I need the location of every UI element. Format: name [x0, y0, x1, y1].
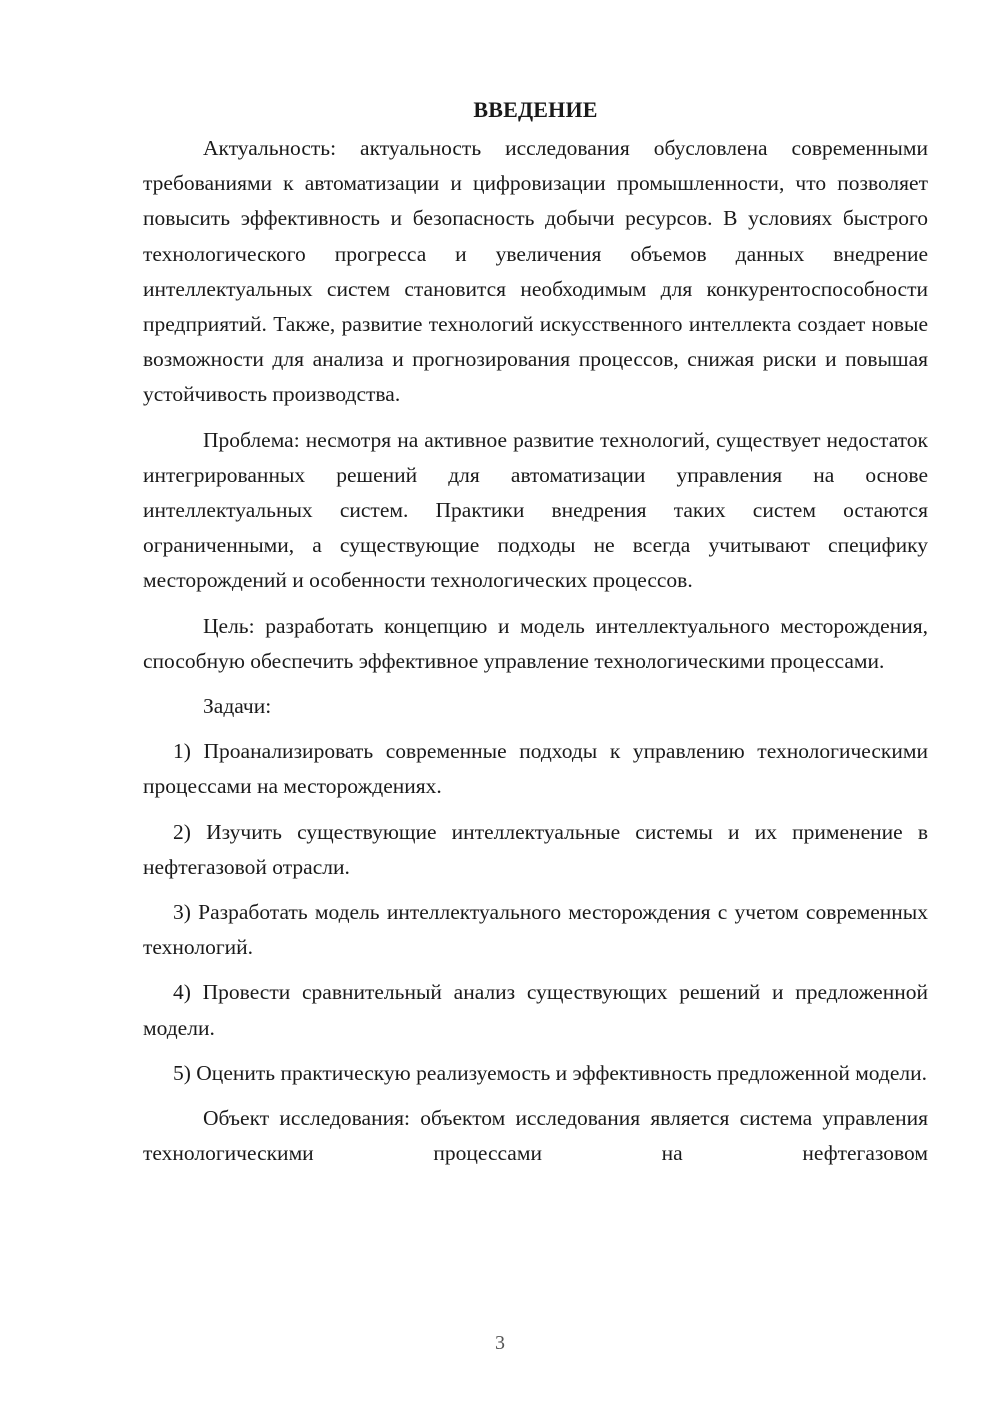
- paragraph-tasks-heading: Задачи:: [203, 694, 272, 719]
- task-item-5: 5) Оценить практическую реализуемость и эффективность предложенной модели.: [173, 1060, 928, 1085]
- task-item-4: 4) Провести сравнительный анализ существующих решений и предложенной модели.: [143, 980, 928, 1040]
- paragraph-goal: Цель: разработать концепцию и модель интеллектуального месторождения, способную обеспечить эффективное управление технологическими процессами.: [143, 613, 928, 673]
- paragraph-object: Объект исследования: объектом исследования является система управления технологическими процессами на нефтегазовом: [143, 1106, 928, 1166]
- document-page: [143, 95, 928, 1181]
- paragraph-relevance: Актуальность: актуальность исследования обусловлена современными требованиями к автоматизации и цифровизации промышленности, что позволяет повысить эффективность и безопасность добычи ресурсов. В условиях быстрого технологического прогресса и увеличения объемов данных внедрение интеллектуальных систем становится необходимым для конкурентоспособности предприятий. Также, развитие технологий искусственного интеллекта создает новые возможности для анализа и прогнозирования процессов, снижая риски и повышая устойчивость производства.: [143, 136, 928, 407]
- paragraph-problem: Проблема: несмотря на активное развитие технологий, существует недостаток интегрированных решений для автоматизации управления на основе интеллектуальных систем. Практики внедрения таких систем остаются ограниченными, а существующие подходы не всегда учитывают специфику месторождений и особенности технологических процессов.: [143, 427, 928, 593]
- task-item-1: 1) Проанализировать современные подходы к управлению технологическими процессами на месторождениях.: [143, 739, 928, 799]
- task-item-3: 3) Разработать модель интеллектуального месторождения с учетом современных технологий.: [143, 900, 928, 960]
- section-title: ВВЕДЕНИЕ: [473, 97, 598, 122]
- task-item-2: 2) Изучить существующие интеллектуальные системы и их применение в нефтегазовой отрасли.: [143, 819, 928, 879]
- page-number: 3: [495, 1332, 505, 1354]
